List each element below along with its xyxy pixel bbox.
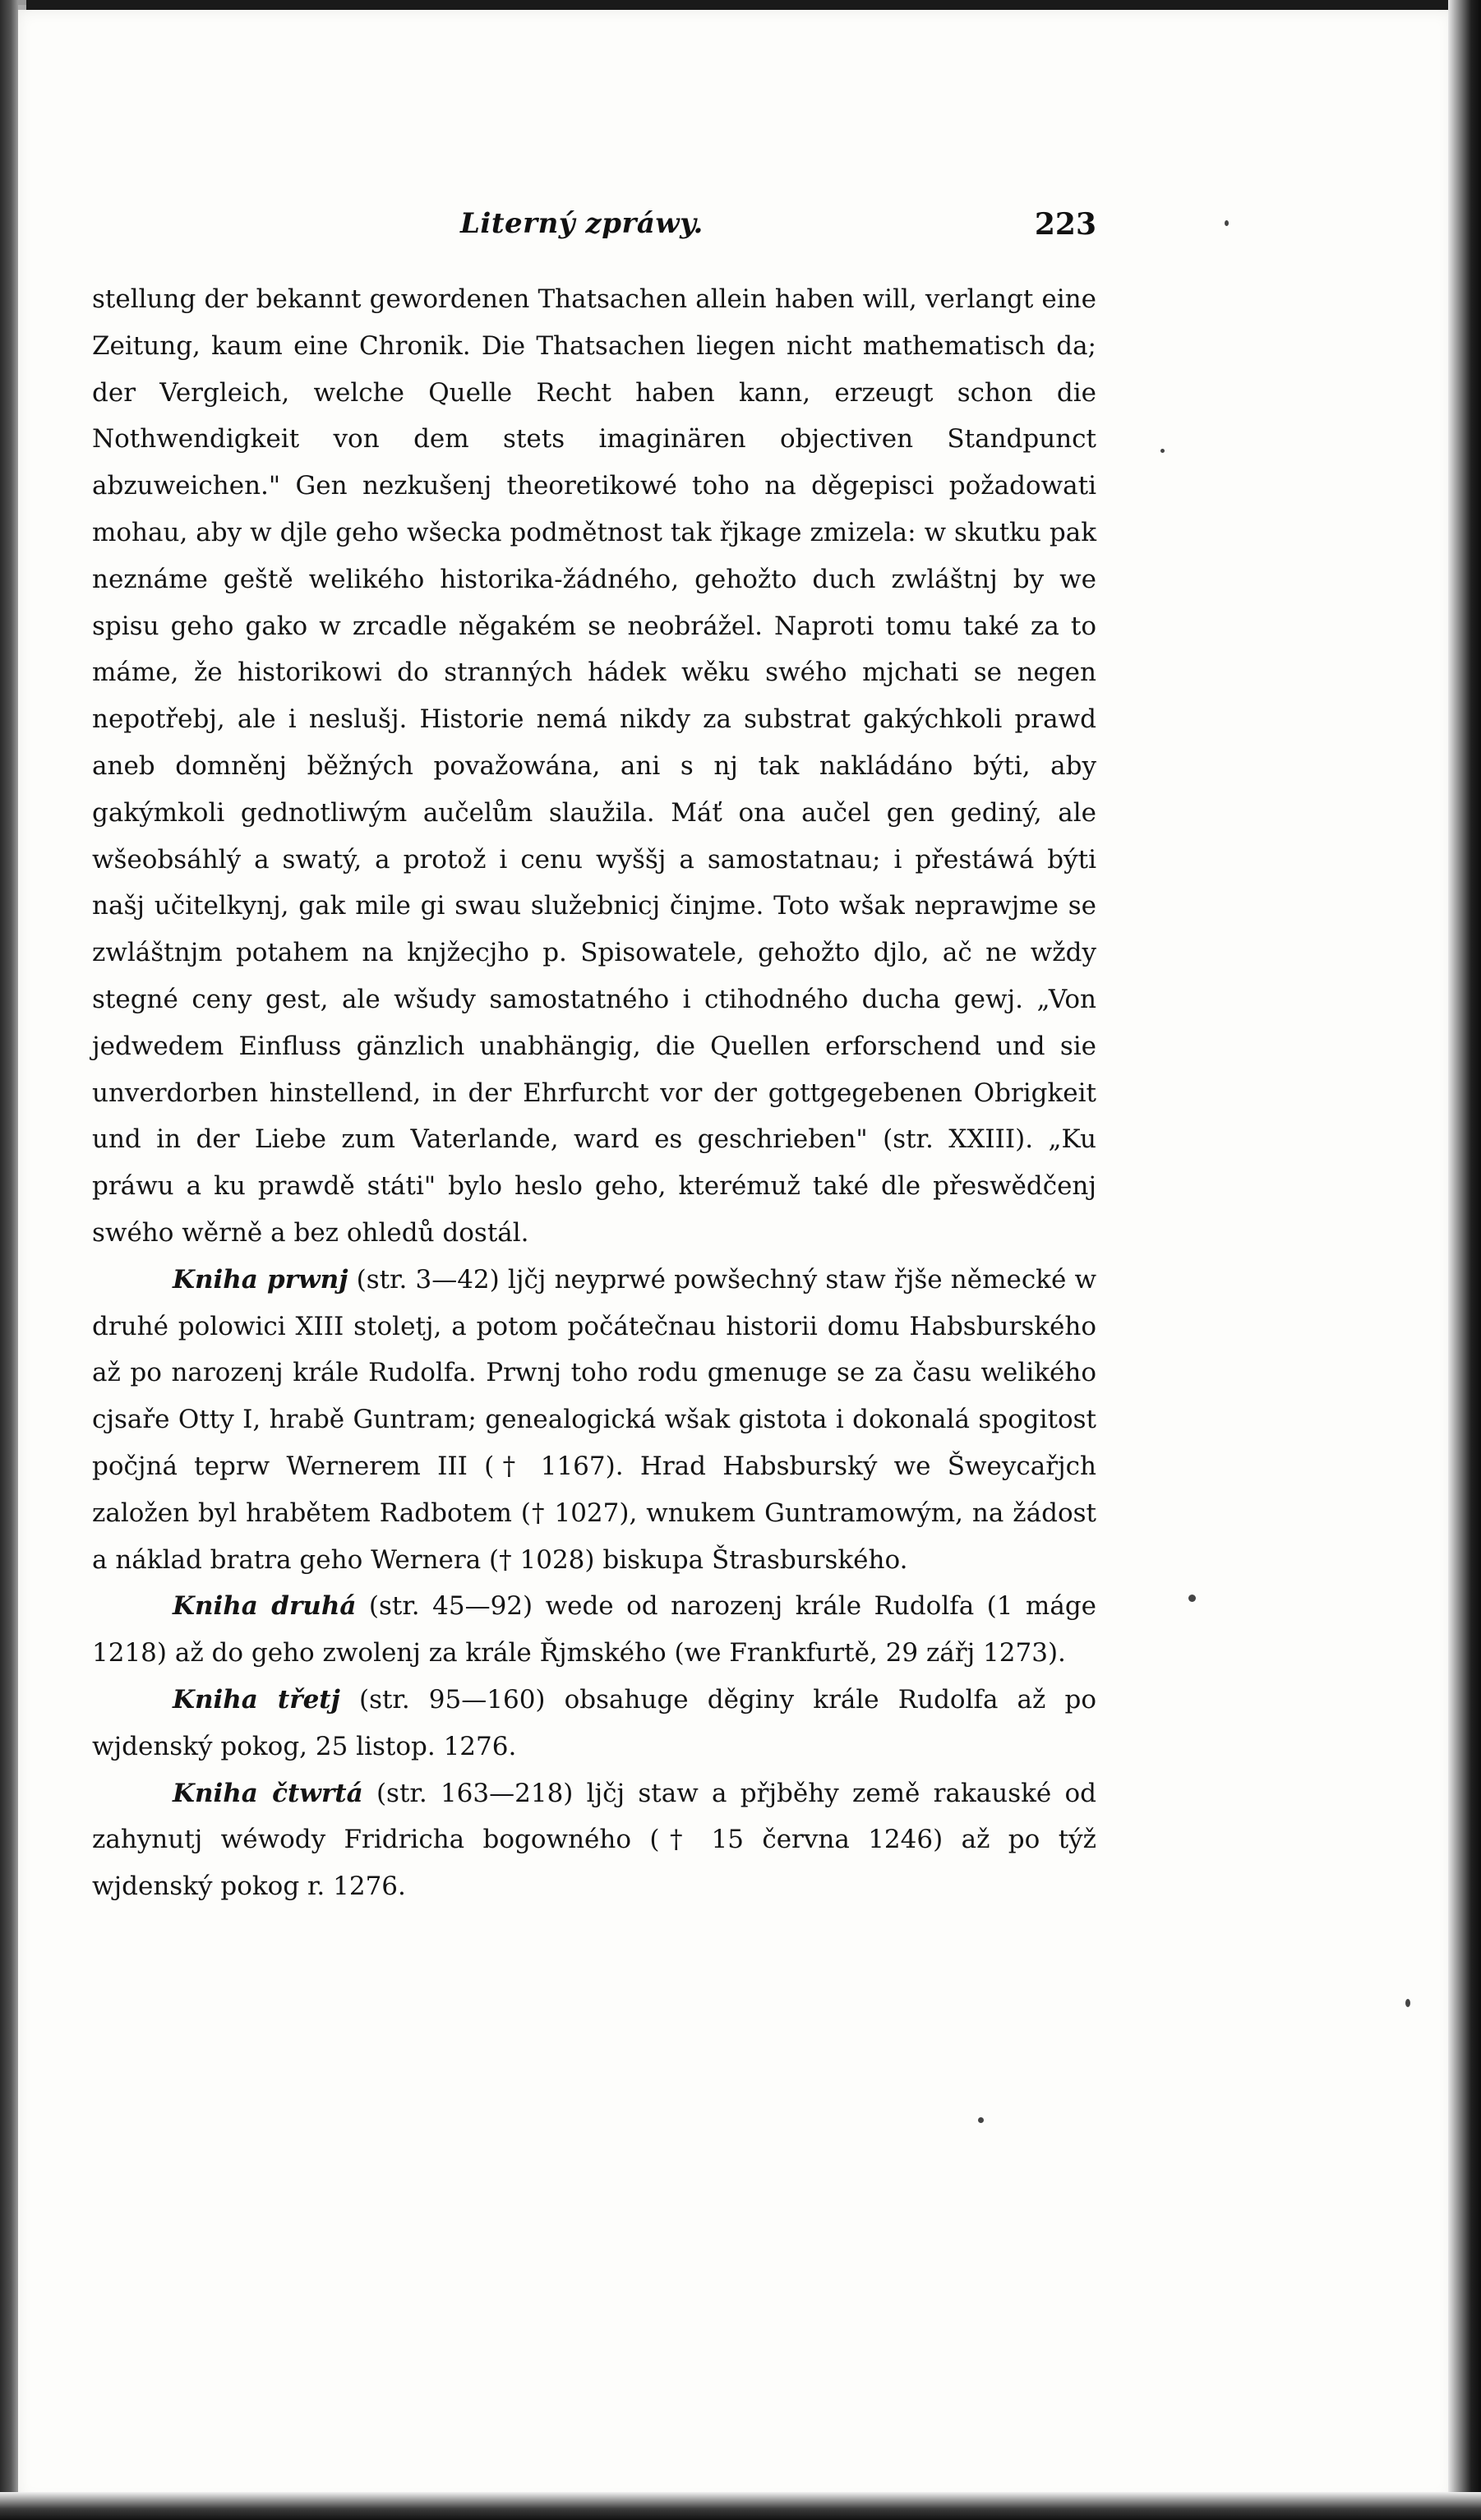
- paragraph-3: [92, 1583, 1096, 1677]
- paragraph-2: [92, 1257, 1096, 1584]
- paragraph-text: (str. 3—42) ljčj neyprwé powšechný staw řjše německé w druhé polowici XIII stoletj, a potom počátečnau historii domu Habsburského až po narozenj krále Rudolfa. Prwnj toho rodu gmenuge se za času welikého cjsaře Otty I, hrabě Guntram; genealogická wšak gistota i dokonalá spogitost počjná teprw Wernerem III († 1167). Hrad Habsburský we Šweycařjch založen byl hrabětem Radbotem († 1027), wnukem Guntramowým, na žádost a náklad bratra geho Wernera († 1028) biskupa Štrasburského.: [92, 1264, 1097, 1575]
- page-header: [92, 207, 1096, 256]
- ink-speck: [1188, 1595, 1196, 1602]
- page-body: [92, 276, 1096, 1910]
- ink-speck: [1160, 449, 1165, 453]
- ink-speck: [1405, 1999, 1410, 2007]
- page-number: 223: [1034, 207, 1096, 242]
- book-title: Kniha třetj: [173, 1684, 340, 1715]
- paragraph-1: [92, 276, 1096, 1257]
- paragraph-4: [92, 1677, 1096, 1770]
- page-edge-right: [1448, 0, 1481, 2520]
- paragraph-text: stellung der bekannt gewordenen Thatsachen allein haben will, verlangt eine Zeitung, kaum eine Chronik. Die Thatsachen liegen nicht mathematisch da; der Vergleich, welche Quelle Recht haben kann, erzeugt schon die Nothwendigkeit von dem stets imaginären objectiven Standpunct abzuweichen." Gen nezkušenj theoretikowé toho na děgepisci požadowati mohau, aby w djle geho wšecka podmětnost tak řjkage zmizela: w skutku pak neznáme geště welikého historika-žádného, gehožto duch zwláštnj by we spisu geho gako w zrcadle něgakém se neobrážel. Naproti tomu také za to máme, že historikowi do stranných hádek wěku swého mjchati se negen nepotřebj, ale i neslušj. Historie nemá nikdy za substrat gakýchkoli prawd aneb domněnj běžných považowána, ani s nj tak nakládáno býti, aby gakýmkoli gednotliwým aučelům slaužila. Máť ona aučel gen gediný, ale wšeobsáhlý a swatý, a protož i cenu wyššj a samostatnau; i přestáwá býti našj učitelkynj, gak mile gi swau služebnicj činjme. Toto wšak neprawjme se zwláštnjm potahem na knjžecjho p. Spisowatele, gehožto djlo, ač ne wždy stegné ceny gest, ale wšudy samostatného i ctihodného ducha gewj. „Von jedwedem Einfluss gänzlich unabhängig, die Quellen erforschend und sie unverdorben hinstellend, in der Ehrfurcht vor der gottgegebenen Obrigkeit und in der Liebe zum Vaterlande, ward es geschrieben" (str. XXIII). „Ku práwu a ku prawdě státi" bylo heslo geho, kterémuž také dle přeswědčenj swého wěrně a bez ohledů dostál.: [92, 284, 1096, 1248]
- paragraph-5: [92, 1770, 1096, 1910]
- running-title: Literný zpráwy.: [460, 207, 704, 240]
- page-gutter-shadow: [0, 0, 18, 2520]
- page-edge-bottom: [0, 2492, 1481, 2520]
- book-title: Kniha čtwrtá: [173, 1778, 363, 1808]
- paragraph-text: (str. 45—92) wede od narozenj krále Rudolfa (1 máge 1218) až do geho zwolenj za krále Řjmského (we Frankfurtě, 29 zářj 1273).: [92, 1591, 1097, 1668]
- book-title: Kniha druhá: [173, 1591, 357, 1622]
- ink-speck: [1225, 220, 1229, 226]
- ink-speck: [978, 2117, 984, 2123]
- book-title: Kniha prwnj: [173, 1264, 348, 1295]
- paragraph-text: (str. 163—218) ljčj staw a přjběhy země rakauské od zahynutj wéwody Fridricha bogowného († 15 června 1246) až po týž wjdenský pokog r. 1276.: [92, 1778, 1096, 1902]
- paragraph-text: (str. 95—160) obsahuge děginy krále Rudolfa až po wjdenský pokog, 25 listop. 1276.: [92, 1684, 1096, 1761]
